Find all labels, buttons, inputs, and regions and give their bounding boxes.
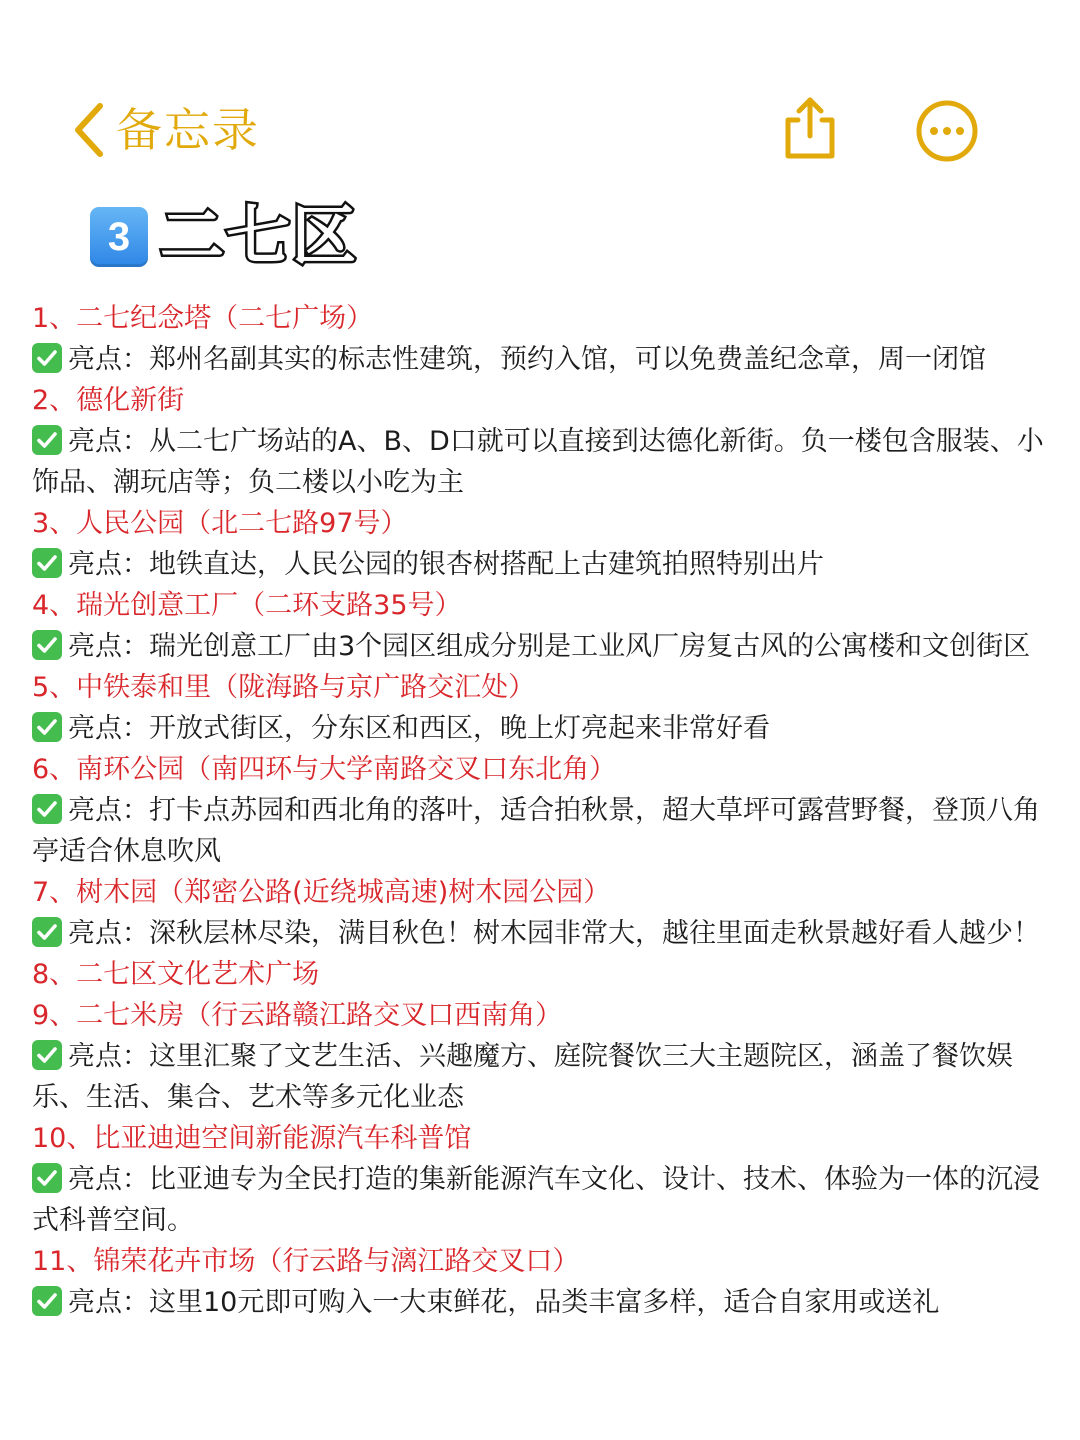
item-description	[32, 913, 1052, 954]
item-heading: 8、二七区文化艺术广场	[32, 959, 320, 990]
check-mark-icon	[32, 917, 62, 947]
item-description	[32, 1159, 1052, 1241]
item-description-text: 亮点：瑞光创意工厂由3个园区组成分别是工业风厂房复古风的公寓楼和文创街区	[68, 631, 1031, 662]
number-badge: 3	[90, 207, 148, 267]
share-icon	[778, 147, 842, 166]
share-button[interactable]	[778, 96, 842, 162]
item-heading: 1、二七纪念塔（二七广场）	[32, 303, 374, 334]
check-mark-icon	[32, 794, 62, 824]
check-mark-icon	[32, 630, 62, 660]
item-description	[32, 1036, 1052, 1118]
item-heading: 7、树木园（郑密公路(近绕城高速)树木园公园）	[32, 877, 611, 908]
item-heading: 11、锦荣花卉市场（行云路与漓江路交叉口）	[32, 1246, 580, 1277]
item-description	[32, 339, 1052, 380]
check-mark-icon	[32, 1286, 62, 1316]
item-heading: 6、南环公园（南四环与大学南路交叉口东北角）	[32, 754, 617, 785]
page-heading	[90, 202, 358, 272]
check-mark-icon	[32, 712, 62, 742]
check-mark-icon	[32, 548, 62, 578]
item-description	[32, 544, 1052, 585]
check-mark-icon	[32, 343, 62, 373]
item-description-text: 亮点：深秋层林尽染，满目秋色！树木园非常大，越往里面走秋景越好看人越少！	[68, 918, 1040, 949]
item-heading: 10、比亚迪迪空间新能源汽车科普馆	[32, 1123, 472, 1154]
item-heading: 2、德化新街	[32, 385, 185, 416]
check-mark-icon	[32, 1163, 62, 1193]
item-description	[32, 708, 1052, 749]
check-mark-icon	[32, 1040, 62, 1070]
check-mark-icon	[32, 425, 62, 455]
item-description-text: 亮点：打卡点苏园和西北角的落叶，适合拍秋景，超大草坪可露营野餐，登顶八角亭适合休息吹风	[32, 795, 1040, 867]
back-button[interactable]	[72, 98, 260, 162]
more-icon	[914, 149, 980, 168]
item-description	[32, 421, 1052, 503]
item-heading: 3、人民公园（北二七路97号）	[32, 508, 408, 539]
item-heading: 5、中铁泰和里（陇海路与京广路交汇处）	[32, 672, 536, 703]
item-description-text: 亮点：郑州名副其实的标志性建筑，预约入馆，可以免费盖纪念章，周一闭馆	[68, 344, 986, 375]
chevron-left-icon	[72, 102, 106, 158]
back-label: 备忘录	[116, 103, 260, 157]
item-description-text: 亮点：比亚迪专为全民打造的集新能源汽车文化、设计、技术、体验为一体的沉浸式科普空间。	[32, 1164, 1040, 1236]
note-body[interactable]	[32, 298, 1052, 1323]
navigation-bar	[0, 0, 1080, 180]
item-description-text: 亮点：地铁直达，人民公园的银杏树搭配上古建筑拍照特别出片	[68, 549, 824, 580]
page-title: 二七区	[160, 200, 358, 274]
item-description-text: 亮点：从二七广场站的A、B、D口就可以直接到达德化新街。负一楼包含服装、小饰品、潮玩店等；负二楼以小吃为主	[32, 426, 1044, 498]
more-button[interactable]	[914, 98, 980, 164]
item-description	[32, 790, 1052, 872]
item-heading: 4、瑞光创意工厂（二环支路35号）	[32, 590, 462, 621]
item-description	[32, 626, 1052, 667]
item-description-text: 亮点：这里10元即可购入一大束鲜花，品类丰富多样，适合自家用或送礼	[68, 1287, 940, 1318]
item-description	[32, 1282, 1052, 1323]
item-description-text: 亮点：开放式街区，分东区和西区，晚上灯亮起来非常好看	[68, 713, 770, 744]
item-description-text: 亮点：这里汇聚了文艺生活、兴趣魔方、庭院餐饮三大主题院区，涵盖了餐饮娱乐、生活、集合、艺术等多元化业态	[32, 1041, 1013, 1113]
item-heading: 9、二七米房（行云路赣江路交叉口西南角）	[32, 1000, 563, 1031]
